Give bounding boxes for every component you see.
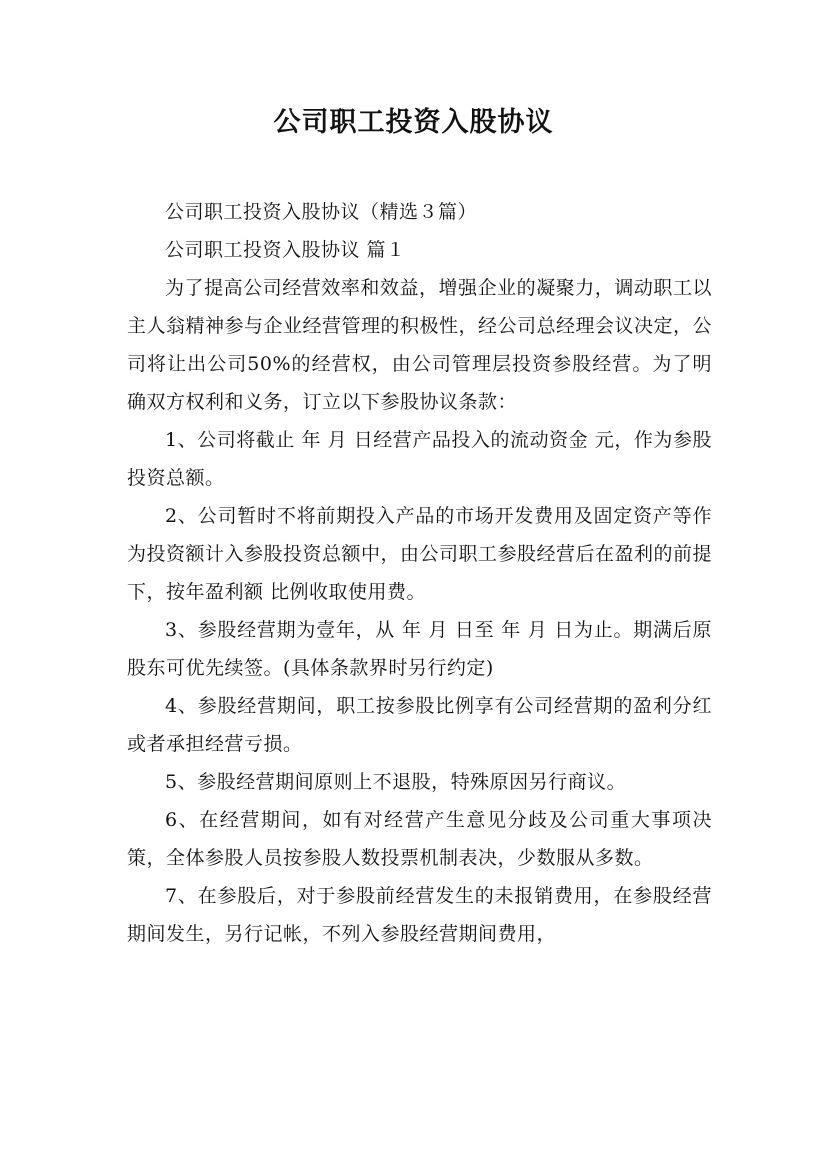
paragraph-section-heading: 公司职工投资入股协议 篇１	[165, 239, 406, 261]
paragraph-clause-1: 1、公司将截止 年 月 日经营产品投入的流动资金 元，作为参股投资总额。	[127, 429, 712, 489]
document-title: 公司职工投资入股协议	[273, 107, 554, 138]
paragraph-clause-7: 7、在参股后，对于参股前经营发生的未报销费用，在参股经营期间发生，另行记帐，不列入参股经营期间费用，	[127, 885, 712, 945]
paragraph-clause-5: 5、参股经营期间原则上不退股，特殊原因另行商议。	[165, 771, 627, 793]
paragraph-clause-2: 2、公司暂时不将前期投入产品的市场开发费用及固定资产等作为投资额计入参股投资总额中，由公司职工参股经营后在盈利的前提下，按年盈利额 比例收取使用费。	[127, 505, 713, 603]
paragraph-clause-4: 4、参股经营期间，职工按参股比例享有公司经营期的盈利分红或者承担经营亏损。	[127, 695, 712, 755]
paragraph-clause-6: 6、在经营期间，如有对经营产生意见分歧及公司重大事项决策，全体参股人员按参股人数投票机制表决，少数服从多数。	[127, 809, 712, 869]
paragraph-intro: 为了提高公司经营效率和效益，增强企业的凝聚力，调动职工以主人翁精神参与企业经营管理的积极性，经公司总经理会议决定，公司将让出公司50%的经营权，由公司管理层投资参股经营。为了明确双方权利和义务，订立以下参股协议条款：	[127, 277, 713, 413]
paragraph-clause-3: 3、参股经营期为壹年，从 年 月 日至 年 月 日为止。期满后原股东可优先续签。(具体条款界时另行约定)	[127, 619, 712, 679]
document-body	[127, 193, 712, 953]
paragraph-subtitle: 公司职工投资入股协议（精选３篇）	[165, 201, 478, 223]
